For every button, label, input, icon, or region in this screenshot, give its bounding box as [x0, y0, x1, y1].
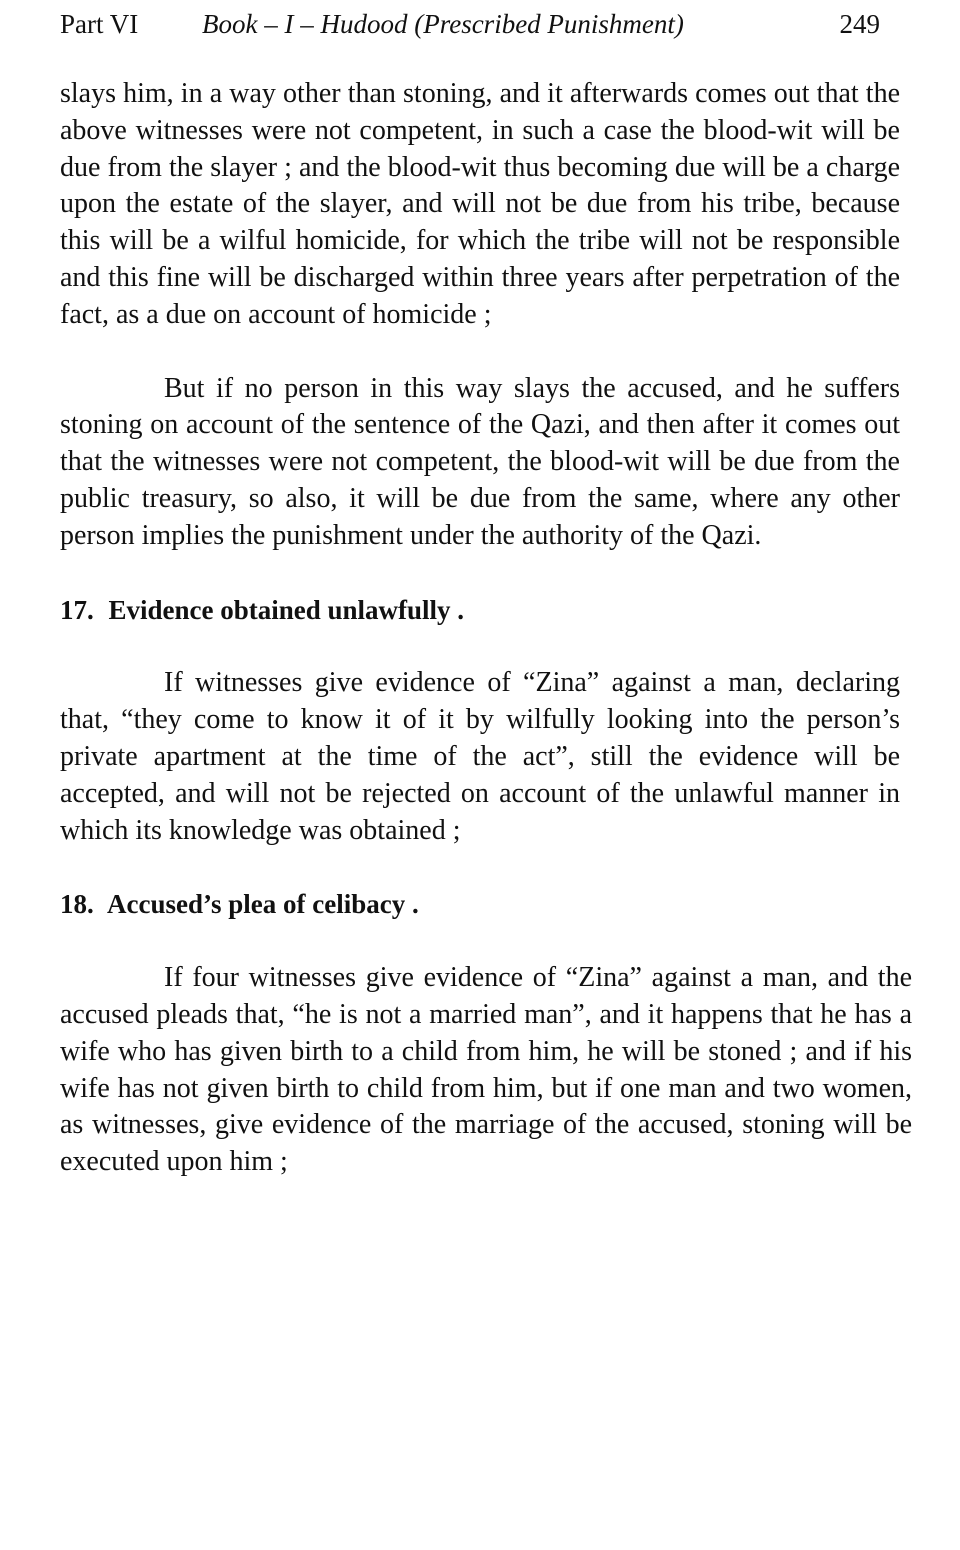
section-heading-17 — [60, 592, 900, 629]
section-title: Evidence obtained unlawfully . — [108, 594, 465, 625]
page-number: 249 — [839, 9, 880, 39]
paragraph-plea-celibacy: If four witnesses give evidence of “Zina” against a man, and the accused pleads that, “he is not a married man”, and it happens that he has a wife who has given birth to a child from him, he will be stoned ; and if his wife has not given birth to child from him, but if one man and two women, as witnesses, give evidence of the marriage of the accused, stoning will be executed upon him ; — [60, 962, 912, 1178]
running-header — [60, 6, 880, 42]
section-number: 17. — [60, 594, 94, 625]
body-text — [60, 76, 912, 1181]
paragraph-continued: slays him, in a way other than stoning, and it afterwards comes out that the above witnesses were not competent, in such a case the blood-wit will be due from the slayer ; and the blood-wit thus becoming due will be a charge upon the estate of the slayer, and will not be due from his tribe, because this will be a wilful homicide, for which the tribe will not be responsible and this fine will be discharged within three years after perpetration of the fact, as a due on account of homicide ; — [60, 78, 900, 330]
paragraph-evidence-unlawful: If witnesses give evidence of “Zina” against a man, declaring that, “they come to know it of it by wilfully looking into the person’s private apartment at the time of the act”, still the evidence will be accepted, and will not be rejected on account of the unlawful manner in which its knowledge was obtained ; — [60, 667, 900, 846]
header-title: Book – I – Hudood (Prescribed Punishment) — [202, 9, 684, 39]
section-heading-18 — [60, 886, 900, 923]
section-title: Accused’s plea of celibacy . — [107, 889, 419, 920]
section-number: 18. — [60, 889, 94, 920]
header-part: Part VI — [60, 9, 139, 39]
paragraph-blood-wit-treasury: But if no person in this way slays the accused, and he suffers stoning on account of the sentence of the Qazi, and then after it comes out that the witnesses were not competent, the blood-wit will be due from the public treasury, so also, it will be due from the same, where any other person implies the punishment under the authority of the Qazi. — [60, 372, 900, 551]
